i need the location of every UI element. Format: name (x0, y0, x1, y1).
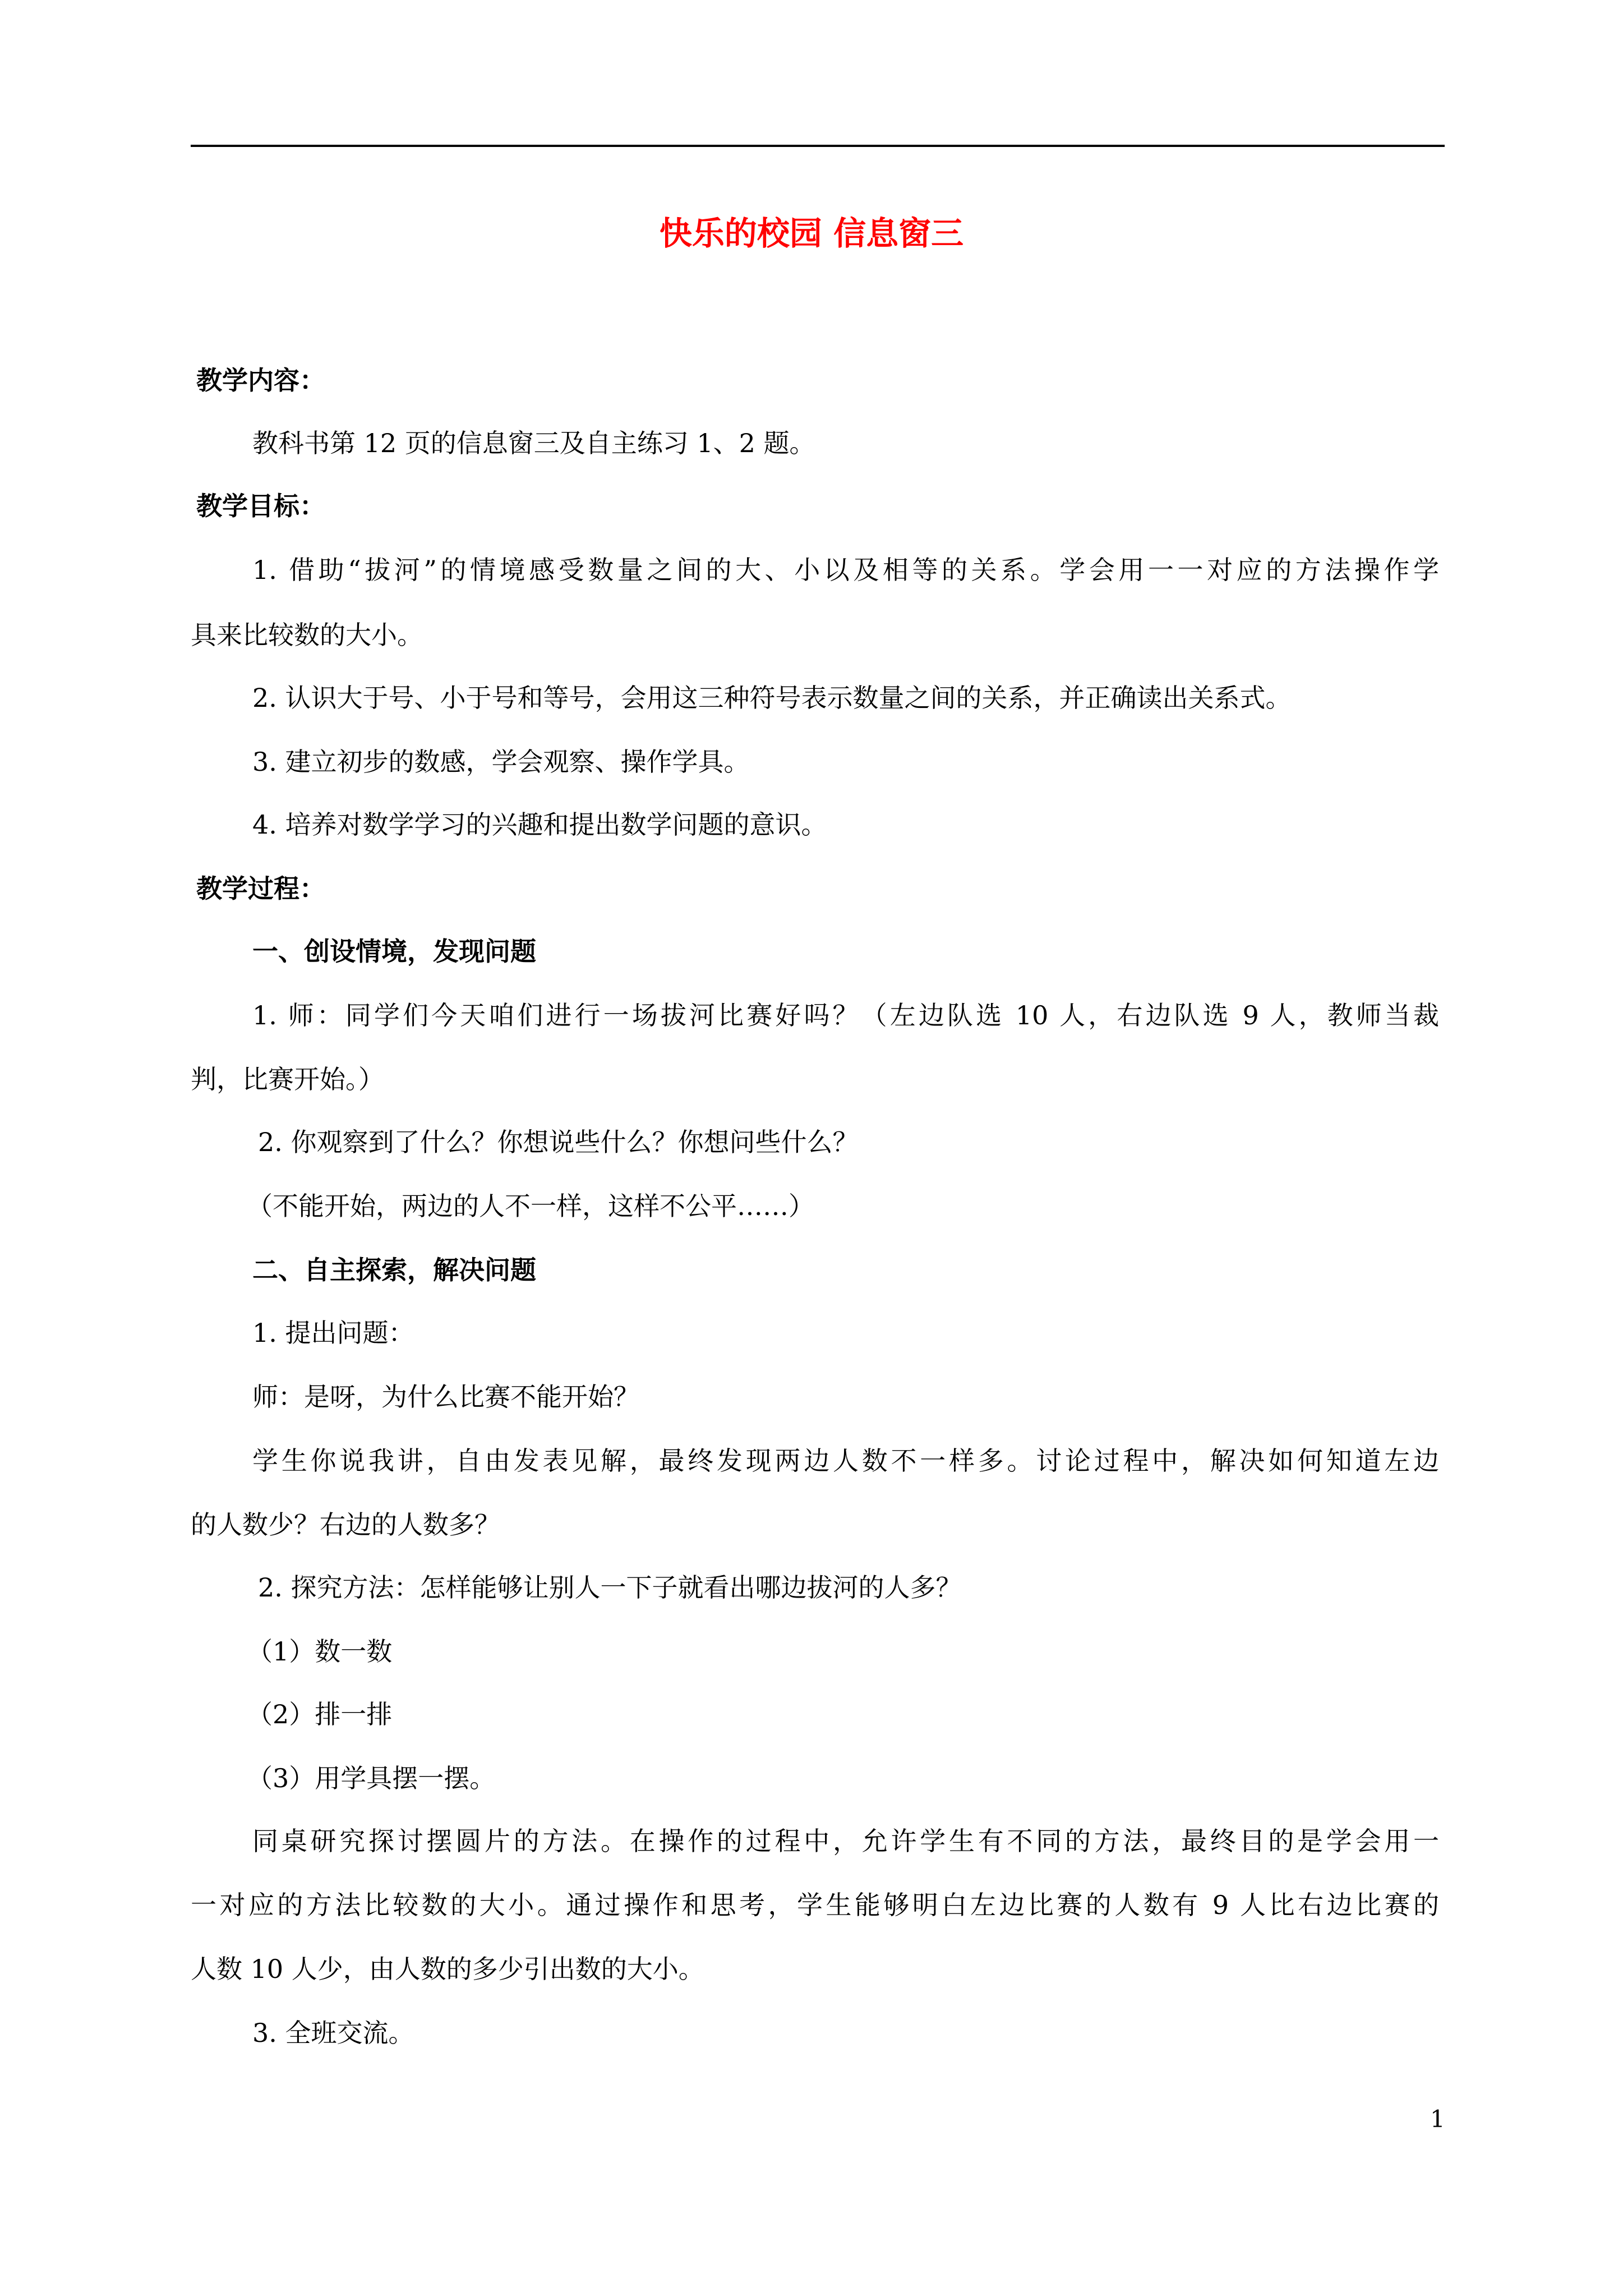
section2-heading: 二、自主探索，解决问题 (252, 1255, 536, 1285)
section1-line: （不能开始，两边的人不一样，这样不公平……） (247, 1191, 814, 1221)
section1-line: 判，比赛开始。） (191, 1064, 384, 1094)
goal-item-continued: 具来比较数的大小。 (191, 620, 423, 650)
section2-line: （2）排一排 (247, 1699, 393, 1729)
section2-line: 人数 10 人少，由人数的多少引出数的大小。 (191, 1954, 704, 1984)
section2-line: 2. 探究方法：怎样能够让别人一下子就看出哪边拔河的人多？ (258, 1572, 962, 1603)
section1-line: 2. 你观察到了什么？你想说些什么？你想问些什么？ (258, 1127, 859, 1157)
header-rule (191, 145, 1445, 147)
section1-line: 1. 师：同学们今天咱们进行一场拔河比赛好吗？（左边队选 10 人，右边队选 9 人，教师当裁 (252, 1000, 1439, 1030)
section2-line: （3）用学具摆一摆。 (247, 1763, 496, 1793)
process-heading: 教学过程： (196, 873, 325, 904)
page-number: 1 (1430, 2105, 1445, 2133)
section2-line: 1. 提出问题： (252, 1318, 414, 1348)
goal-item: 4. 培养对数学学习的兴趣和提出数学问题的意识。 (252, 809, 827, 840)
document-title: 快乐的校园 信息窗三 (659, 214, 964, 252)
section1-heading: 一、创设情境，发现问题 (252, 936, 536, 967)
section2-line: 同桌研究探讨摆圆片的方法。在操作的过程中，允许学生有不同的方法，最终目的是学会用一 (252, 1826, 1439, 1856)
section2-line: 一对应的方法比较数的大小。通过操作和思考，学生能够明白左边比赛的人数有 9 人比右边比赛的 (191, 1890, 1439, 1920)
goal-item: 1. 借助“拔河”的情境感受数量之间的大、小以及相等的关系。学会用一一对应的方法操作学 (252, 555, 1439, 585)
section2-line: 的人数少？右边的人数多？ (191, 1510, 500, 1540)
section2-line: 师：是呀，为什么比赛不能开始？ (252, 1382, 639, 1412)
goal-item: 3. 建立初步的数感，学会观察、操作学具。 (252, 747, 750, 777)
goal-item: 2. 认识大于号、小于号和等号，会用这三种符号表示数量之间的关系，并正确读出关系式。 (252, 683, 1292, 713)
goals-heading: 教学目标： (196, 491, 325, 521)
section2-line: （1）数一数 (247, 1636, 393, 1667)
content-heading: 教学内容： (196, 365, 325, 395)
section2-line: 学生你说我讲，自由发表见解，最终发现两边人数不一样多。讨论过程中，解决如何知道左边 (252, 1446, 1439, 1476)
content-text: 教科书第 12 页的信息窗三及自主练习 1、2 题。 (252, 428, 815, 458)
section2-line: 3. 全班交流。 (252, 2018, 414, 2048)
